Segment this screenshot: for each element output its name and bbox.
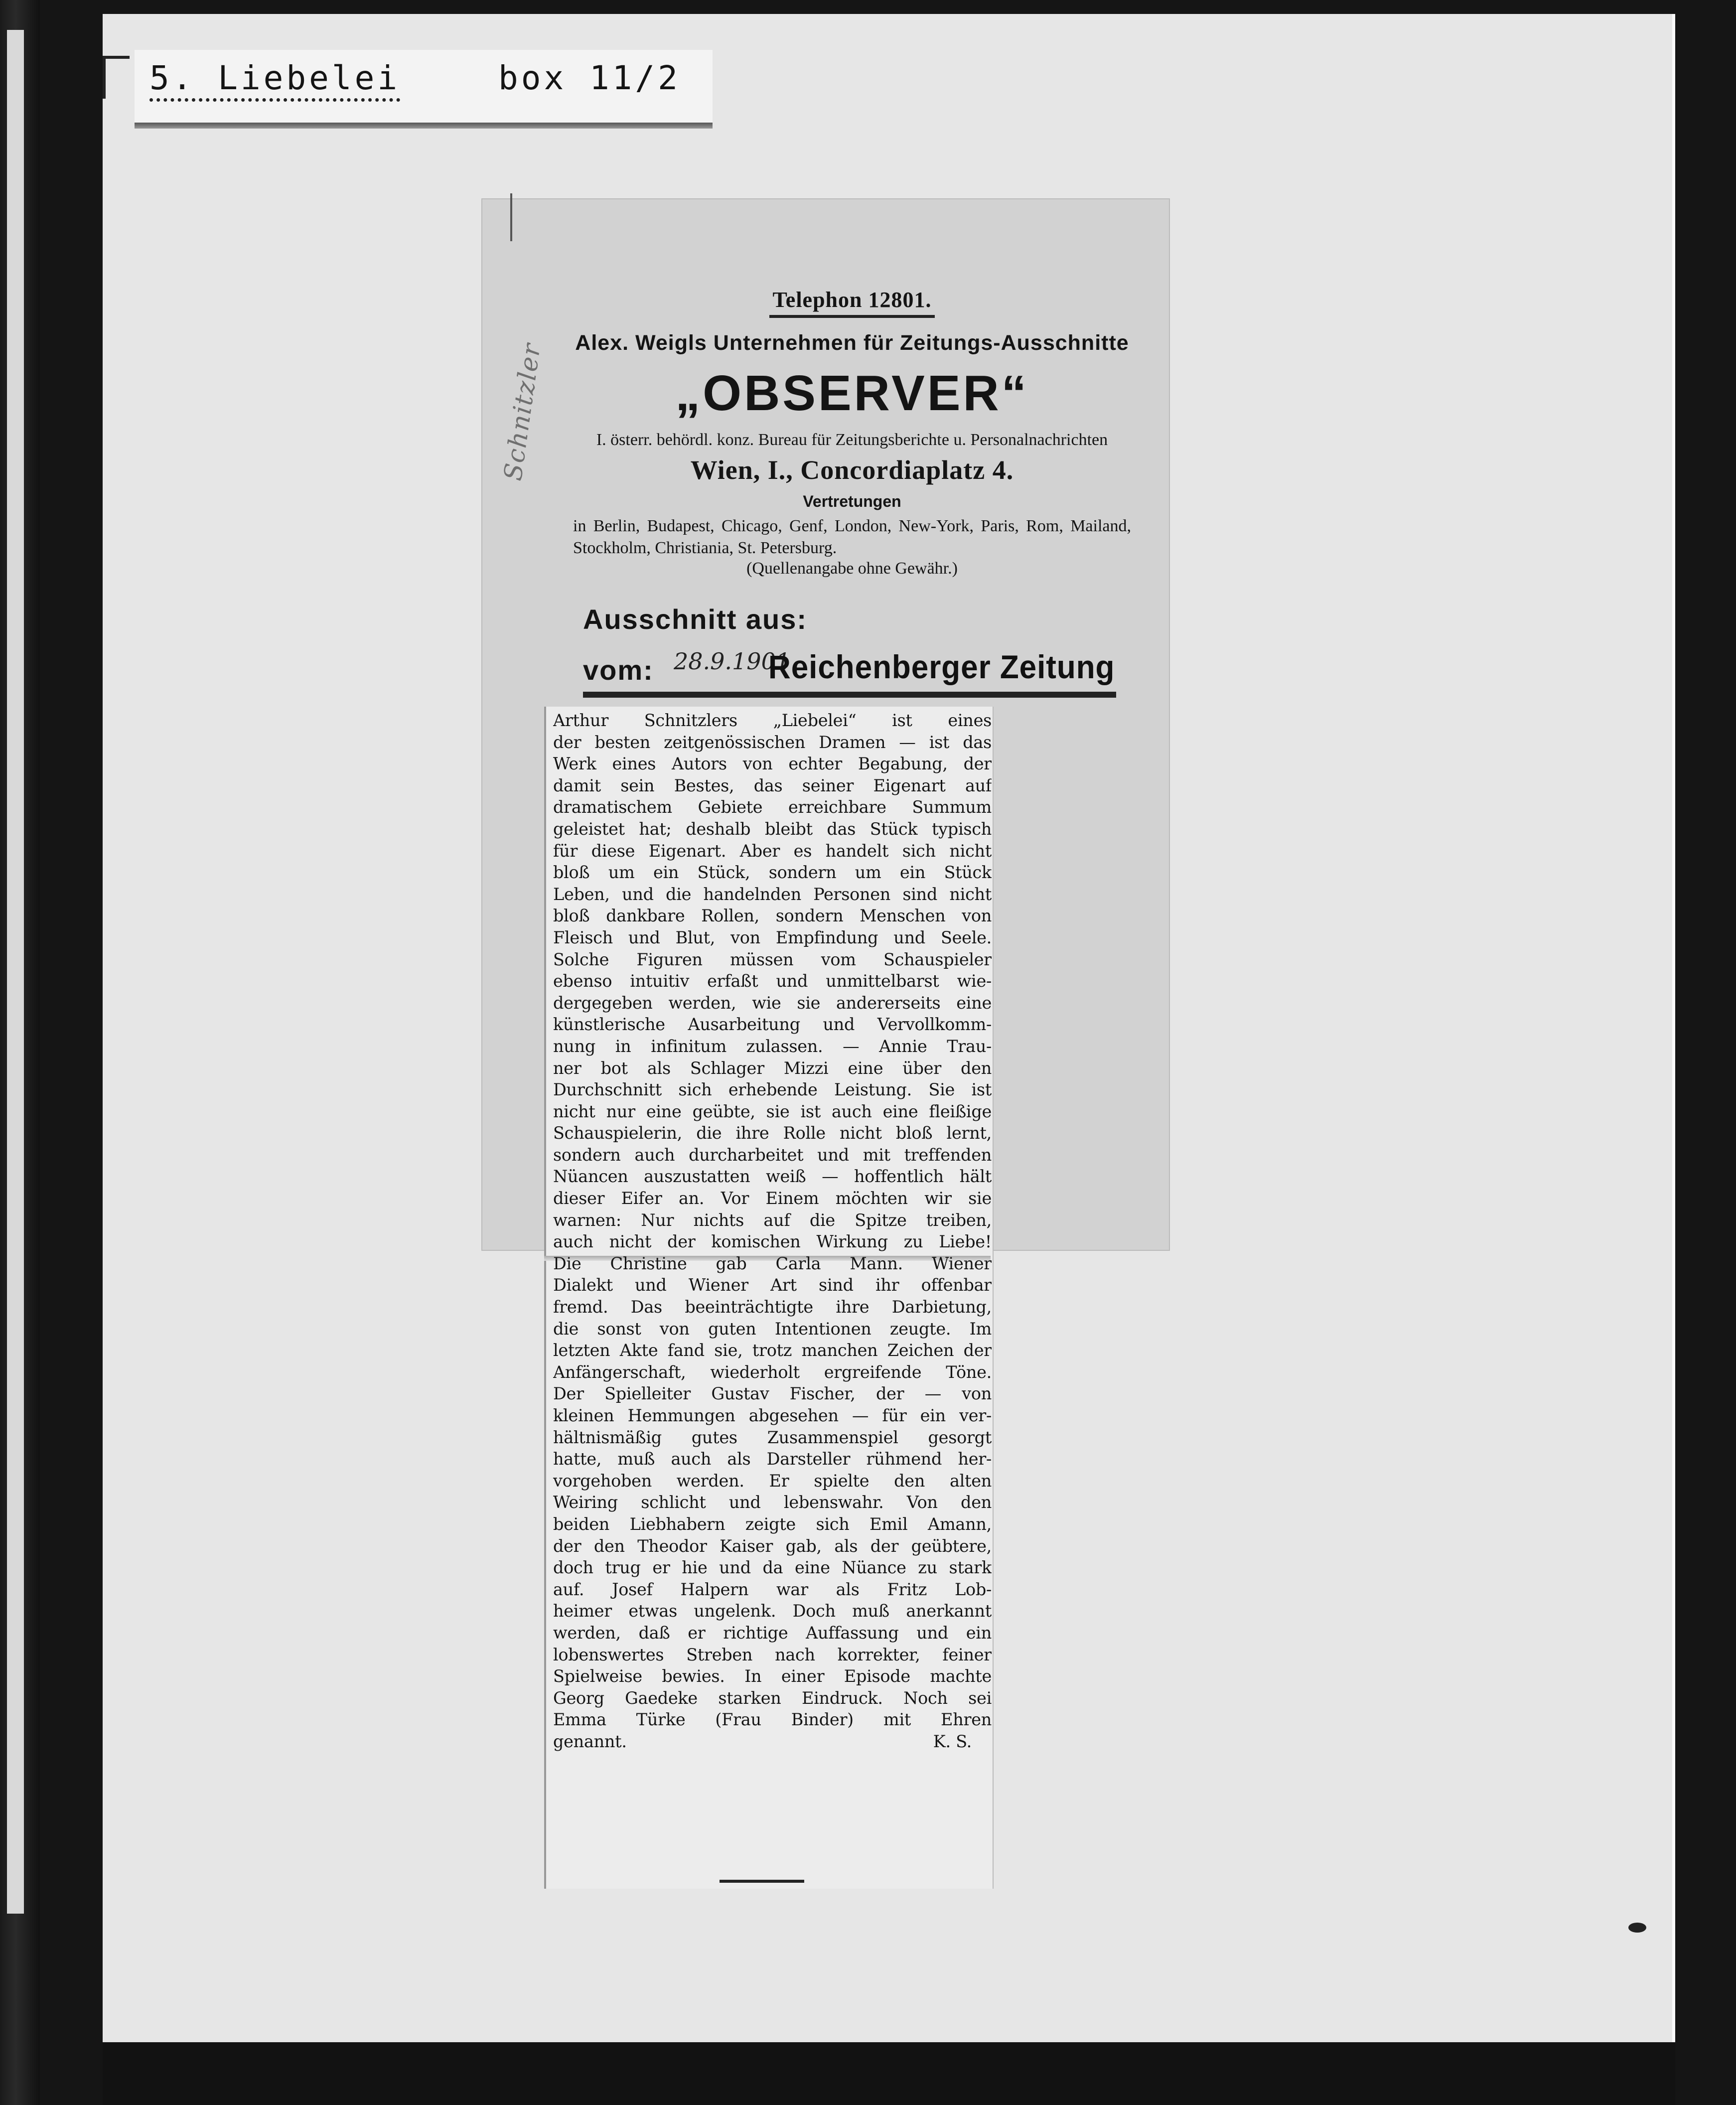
article-line: ner bot als Schlager Mizzi eine über den <box>553 1058 992 1078</box>
article-line: bloß um ein Stück, sondern um ein Stück <box>553 863 992 883</box>
article-line: Emma Türke (Frau Binder) mit Ehren <box>553 1710 992 1730</box>
archive-item-label: 5. Liebelei <box>149 59 400 97</box>
scan-border <box>103 2042 1675 2105</box>
vom-label: vom: <box>583 654 654 686</box>
end-rule <box>720 1880 804 1883</box>
article-line: lobenswertes Streben nach korrekter, feiner <box>553 1645 992 1664</box>
article-line: Leben, und die handelnden Personen sind nicht <box>553 884 992 904</box>
cities-list: in Berlin, Budapest, Chicago, Genf, London, New-York, Paris, Rom, Mailand, Stockholm, Christiania, St. Petersburg. <box>573 517 1131 557</box>
archive-box-label: box 11/2 <box>498 59 681 97</box>
article-line: dramatischem Gebiete erreichbare Summum <box>553 797 992 817</box>
article-line: hatte, muß auch als Darsteller rühmend her- <box>553 1449 992 1469</box>
article-line: Dialekt und Wiener Art sind ihr offenbar <box>553 1275 992 1295</box>
corner-bracket <box>103 56 130 99</box>
article-line: bloß dankbare Rollen, sondern Menschen von <box>553 906 992 926</box>
article-line: der den Theodor Kaiser gab, als der geübtere, <box>553 1536 992 1556</box>
article-line: fremd. Das beeinträchtigte ihre Darbietung, <box>553 1297 992 1317</box>
article-line: dergegeben werden, wie sie andererseits eine <box>553 993 992 1013</box>
article-signature: K. S. <box>933 1731 972 1751</box>
article-line: dieser Eifer an. Vor Einem möchten wir sie <box>553 1189 992 1208</box>
vertretungen-label: Vertretungen <box>803 492 901 510</box>
article-line: Georg Gaedeke starken Eindruck. Noch sei <box>553 1688 992 1708</box>
article-line: die sonst von guten Intentionen zeugte. Im <box>553 1319 992 1339</box>
article-body <box>553 710 992 1753</box>
article-line: Durchschnitt sich erhebende Leistung. Sie ist <box>553 1080 992 1100</box>
article-line: Weiring schlicht und lebenswahr. Von den <box>553 1493 992 1512</box>
article-closing-line <box>553 1731 992 1753</box>
telephone-line: Telephon 12801. <box>573 287 1131 312</box>
bureau-line: I. österr. behördl. konz. Bureau für Zeitungsberichte u. Personalnachrichten <box>596 431 1108 449</box>
label-rule <box>135 123 713 129</box>
article-line: Nüancen auszustatten weiß — hoffentlich hält <box>553 1167 992 1187</box>
article-line: für diese Eigenart. Aber es handelt sich nicht <box>553 841 992 861</box>
article-line: beiden Liebhabern zeigte sich Emil Amann, <box>553 1514 992 1534</box>
observer-title: „OBSERVER“ <box>675 365 1029 421</box>
article-line: ebenso intuitiv erfaßt und unmittelbarst wie- <box>553 971 992 991</box>
article-line: doch trug er hie und da eine Nüance zu stark <box>553 1558 992 1578</box>
article-line: auf. Josef Halpern war als Fritz Lob- <box>553 1579 992 1599</box>
article-line: Spielweise bewies. In einer Episode machte <box>553 1666 992 1686</box>
article-line: Fleisch und Blut, von Empfindung und Seele. <box>553 927 992 947</box>
margin-note-handwritten: Schnitzler <box>498 341 547 483</box>
article-line: sondern auch durcharbeitet und mit treffenden <box>553 1145 992 1165</box>
source-rule <box>583 692 1116 698</box>
article-closing: genannt. <box>553 1731 627 1751</box>
article-line: Solche Figuren müssen vom Schauspieler <box>553 949 992 969</box>
article-line: hältnismäßig gutes Zusammenspiel gesorgt <box>553 1427 992 1447</box>
article-line: kleinen Hemmungen abgesehen — für ein ver- <box>553 1406 992 1425</box>
article-line: vorgehoben werden. Er spielte den alten <box>553 1471 992 1491</box>
article-line: letzten Akte fand sie, trotz manchen Zeichen der <box>553 1341 992 1360</box>
article-line: damit sein Bestes, das seiner Eigenart auf <box>553 775 992 795</box>
article-line: heimer etwas ungelenk. Doch muß anerkannt <box>553 1601 992 1621</box>
sheet-hole-mark <box>1628 1923 1646 1933</box>
adjacent-page-edge <box>0 0 40 2105</box>
pencil-tick <box>510 193 512 241</box>
article-line: Schauspielerin, die ihre Rolle nicht bloß lernt, <box>553 1123 992 1143</box>
article-line: Der Spielleiter Gustav Fischer, der — von <box>553 1384 992 1404</box>
ausschnitt-label: Ausschnitt aus: <box>583 603 808 635</box>
article-line: künstlerische Ausarbeitung und Vervollkomm- <box>553 1015 992 1035</box>
article-line: der besten zeitgenössischen Dramen — ist das <box>553 732 992 752</box>
article-line: nung in infinitum zulassen. — Annie Trau- <box>553 1036 992 1056</box>
article-line: Anfängerschaft, wiederholt ergreifende Töne. <box>553 1362 992 1382</box>
article-line: Die Christine gab Carla Mann. Wiener <box>553 1253 992 1273</box>
address-line: Wien, I., Concordiaplatz 4. <box>690 455 1014 485</box>
article-line: auch nicht der komischen Wirkung zu Liebe! <box>553 1232 992 1252</box>
article-line: Werk eines Autors von echter Begabung, der <box>553 754 992 774</box>
handwritten-date: 28.9.1901 <box>674 648 791 675</box>
article-line: nicht nur eine geübte, sie ist auch eine fleißige <box>553 1101 992 1121</box>
article-line: Arthur Schnitzlers „Liebelei“ ist eines <box>553 711 992 730</box>
article-line: warnen: Nur nichts auf die Spitze treiben, <box>553 1210 992 1230</box>
article-line: geleistet hat; deshalb bleibt das Stück typisch <box>553 819 992 839</box>
article-line: werden, daß er richtige Auffassung und ein <box>553 1623 992 1643</box>
newspaper-name: Reichenberger Zeitung <box>768 648 1115 685</box>
disclaimer-line: (Quellenangabe ohne Gewähr.) <box>746 559 958 578</box>
company-line: Alex. Weigls Unternehmen für Zeitungs-Ausschnitte <box>575 331 1129 355</box>
